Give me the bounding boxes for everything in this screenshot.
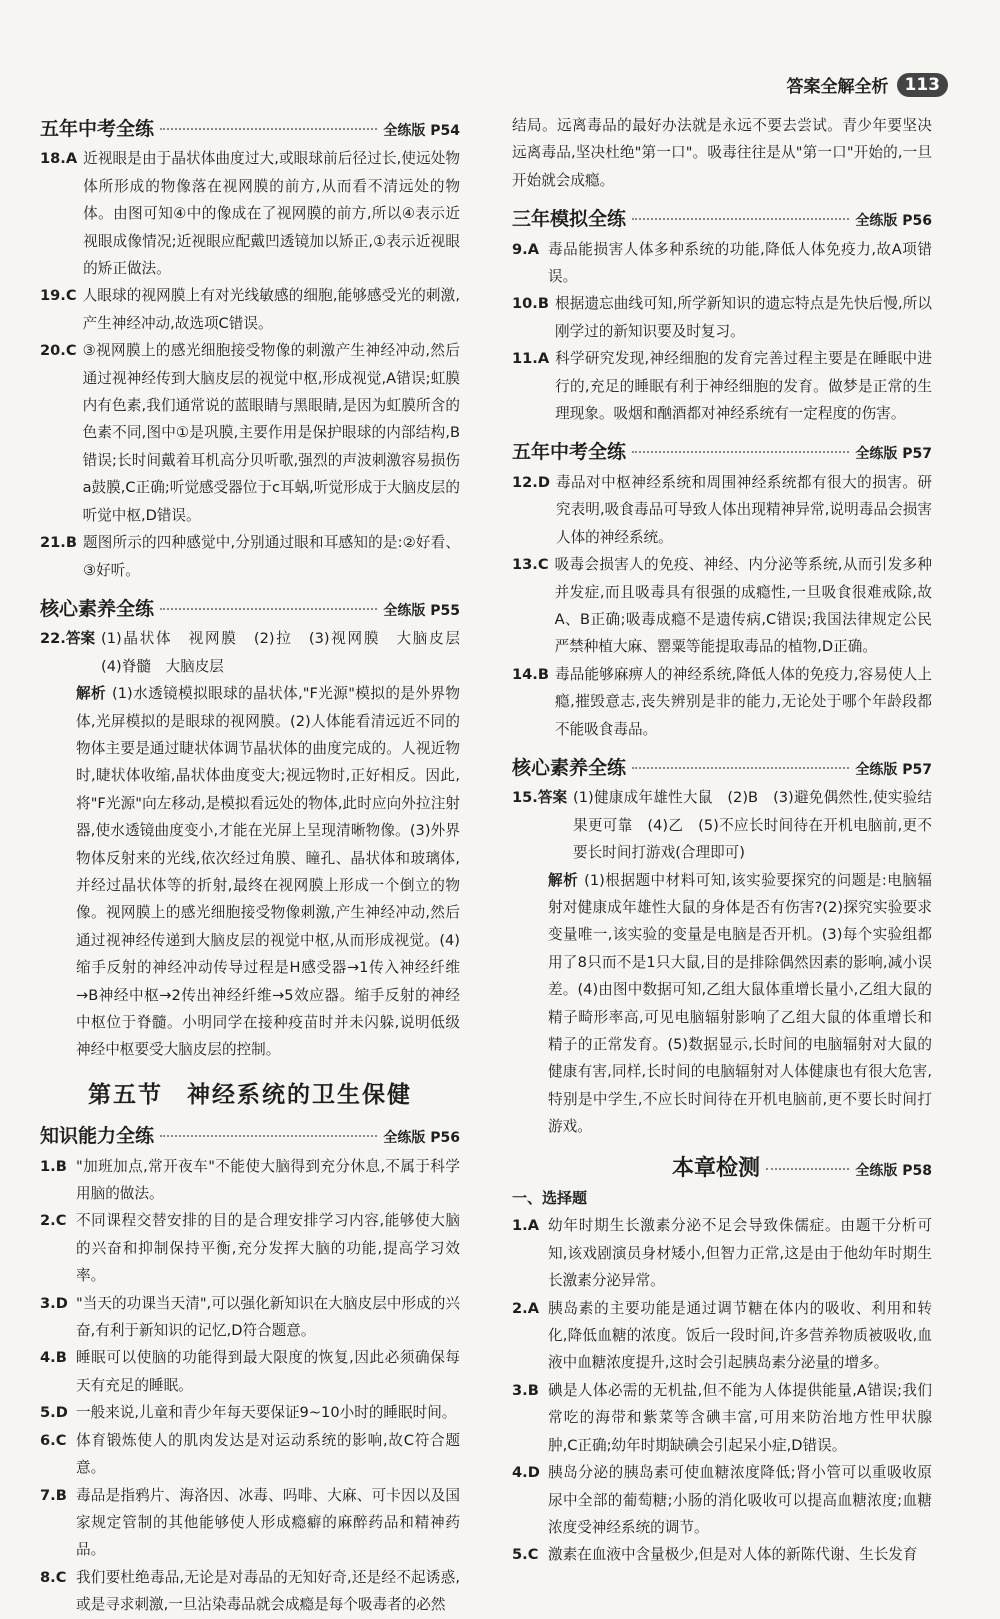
section-ref: 全练版 P58: [855, 1162, 932, 1179]
section-title: 五年中考全练: [40, 118, 155, 140]
section-header: [40, 116, 460, 145]
answer-item: [512, 551, 932, 661]
analysis-block: [40, 680, 460, 1064]
answer-item: [512, 1541, 932, 1568]
dotted-leader: [632, 218, 849, 220]
answer-item: [40, 1564, 460, 1619]
answer-number: 3.B: [512, 1381, 539, 1399]
answer-item: [512, 236, 932, 291]
answer-item: [40, 1427, 460, 1482]
right-column: [512, 112, 932, 1569]
answer-text: 睡眠可以使脑的功能得到最大限度的恢复,因此必须确保每天有充足的睡眠。: [76, 1349, 460, 1394]
analysis-text: (1)水透镜模拟眼球的晶状体,"F光源"模拟的是外界物体,光屏模拟的是眼球的视网膜。(2)人体能看清远近不同的物体主要是通过睫状体调节晶状体的曲度完成的。人视近物时,睫状体收缩,晶状体曲度变大;视远物时,正好相反。因此,将"F光源"向左移动,是模拟看远处的物体,此时应向外拉注射器,使水透镜曲度变小,才能在光屏上呈现清晰物像。(3)外界物体反射来的光线,依次经过角膜、瞳孔、晶状体和玻璃体,并经过晶状体等的折射,最终在视网膜上形成一个倒立的物像。视网膜上的感光细胞接受物像刺激,产生神经冲动,然后通过视神经传递到大脑皮层的视觉中枢,从而形成视觉。(4)缩手反射的神经冲动传导过程是H感受器→1传入神经纤维→B神经中枢→2传出神经纤维→5效应器。缩手反射的神经中枢位于脊髓。小明同学在接种疫苗时并未闪躲,说明低级神经中枢要受大脑皮层的控制。: [76, 685, 460, 1059]
answer-item: [40, 625, 475, 680]
answer-number: 5.C: [512, 1546, 539, 1564]
answer-number: 3.D: [40, 1294, 68, 1312]
answer-item: [40, 1153, 460, 1208]
answer-text: 幼年时期生长激素分泌不足会导致侏儒症。由题干分析可知,该戏剧演员身材矮小,但智力正常,这是由于他幼年时期生长激素分泌异常。: [548, 1217, 932, 1290]
answer-item: [512, 1377, 932, 1459]
section-title: 五年中考全练: [512, 441, 627, 464]
answer-text: 吸毒会损害人的免疫、神经、内分泌等系统,从而引发多种并发症,而且吸毒具有很强的成瘾性,一旦吸食很难戒除,故A、B正确;吸毒成瘾不是遗传病,C错误;我国法律规定公民严禁种植大麻、罂粟等能提取毒品的植物,D正确。: [554, 556, 932, 656]
answer-item: [40, 145, 460, 282]
answer-number: 12.D: [512, 473, 550, 491]
answer-number: 7.B: [40, 1486, 67, 1504]
answer-text: 人眼球的视网膜上有对光线敏感的细胞,能够感受光的刺激,产生神经冲动,故选项C错误。: [82, 287, 460, 332]
answer-item: [512, 1459, 932, 1541]
section-ref: 全练版 P55: [383, 602, 460, 619]
section-ref: 全练版 P57: [855, 761, 932, 778]
header-title: 答案全解全析: [786, 77, 889, 97]
answer-item: [40, 1290, 460, 1345]
page-header: [787, 72, 949, 97]
page-number: 113: [897, 73, 949, 97]
answer-text: "加班加点,常开夜车"不能使大脑得到充分休息,不属于科学用脑的做法。: [76, 1157, 460, 1203]
answer-number: 1.A: [512, 1217, 539, 1235]
section-title: 核心素养全练: [40, 597, 155, 620]
answer-text: 体育锻炼使人的肌肉发达是对运动系统的影响,故C符合题意。: [76, 1431, 460, 1477]
answer-item: [40, 1399, 460, 1426]
answer-item: [512, 1295, 932, 1377]
answer-number: 18.A: [40, 150, 78, 168]
answer-text: (1)健康成年雄性大鼠 (2)B (3)避免偶然性,使实验结果更可靠 (4)乙 (5)不应长时间待在开机电脑前,更不要长时间打游戏(合理即可): [573, 789, 932, 862]
answer-item: [40, 529, 460, 584]
analysis-label: 解析: [76, 685, 107, 703]
answer-text: 近视眼是由于晶状体曲度过大,或眼球前后径过长,使远处物体所形成的物像落在视网膜的前方,从而看不清远处的物体。由图可知④中的像成在了视网膜的前方,所以④表示近视眼成像情况;近视眼应配戴凹透镜加以矫正,①表示近视眼的矫正做法。: [83, 150, 460, 278]
answer-item: [40, 337, 460, 529]
analysis-label: 解析: [548, 871, 579, 889]
answer-item: [512, 1212, 932, 1294]
answer-item: [512, 345, 932, 427]
answer-text: 激素在血液中含量极少,但是对人体的新陈代谢、生长发育: [548, 1546, 918, 1564]
answer-text: ③视网膜上的感光细胞接受物像的刺激产生神经冲动,然后通过视神经传到大脑皮层的视觉中枢,形成视觉,A错误;虹膜内有色素,我们通常说的蓝眼睛与黑眼睛,是因为虹膜所含的色素不同,图中①是巩膜,主要作用是保护眼球的内部结构,B错误;长时间戴着耳机高分贝听歌,强烈的声波刺激容易损伤a鼓膜,C正确;听觉感受器位于c耳蜗,听觉形成于大脑皮层的听觉中枢,D错误。: [82, 342, 460, 524]
question-type-heading: 一、选择题: [512, 1189, 588, 1208]
chapter-section-number: 第五节: [88, 1081, 163, 1108]
answer-number: 5.D: [40, 1404, 68, 1422]
answer-text: 毒品能损害人体多种系统的功能,降低人体免疫力,故A项错误。: [548, 240, 932, 286]
answer-number: 6.C: [40, 1431, 67, 1449]
answer-number: 11.A: [512, 350, 550, 368]
answer-item: [40, 1207, 460, 1289]
chapter-section-name: 神经系统的卫生保健: [187, 1081, 412, 1108]
section-ref: 全练版 P54: [383, 123, 460, 139]
chapter-test-header: [512, 1155, 932, 1185]
answer-text: 题图所示的四种感觉中,分别通过眼和耳感知的是:②好看、③好听。: [82, 534, 460, 579]
answer-number: 9.A: [512, 240, 539, 258]
dotted-leader: [766, 1168, 849, 1170]
answer-text: 科学研究发现,神经细胞的发育完善过程主要是在睡眠中进行的,充足的睡眠有利于神经细胞的发育。做梦是正常的生理现象。吸烟和酗酒都对神经系统有一定程度的伤害。: [555, 350, 932, 423]
section-ref: 全练版 P56: [855, 213, 932, 230]
answer-number: 10.B: [512, 295, 549, 313]
answer-text: (1)晶状体 视网膜 (2)拉 (3)视网膜 大脑皮层 (4)脊髓 大脑皮层: [101, 630, 475, 675]
section-header: [512, 439, 932, 468]
section-header: [40, 596, 460, 625]
answer-number: 2.A: [512, 1299, 539, 1317]
section-header: [512, 755, 932, 784]
answer-text: 我们要杜绝毒品,无论是对毒品的无知好奇,还是经不起诱惑,或是寻求刺激,一旦沾染毒品就会成瘾是每个吸毒者的必然: [76, 1568, 460, 1614]
section-title: 三年模拟全练: [512, 208, 627, 231]
answer-item: [40, 282, 460, 337]
section-title: 知识能力全练: [40, 1125, 155, 1148]
left-column: [40, 112, 475, 1619]
dotted-leader: [160, 128, 377, 130]
answer-number: 14.B: [512, 665, 549, 683]
answer-number: 21.B: [40, 534, 77, 552]
analysis-block: [512, 867, 932, 1141]
section-title: 本章检测: [672, 1155, 761, 1181]
chapter-title: [40, 1082, 460, 1109]
dotted-leader: [632, 767, 849, 769]
answer-number: 2.C: [40, 1212, 67, 1230]
answer-number: 1.B: [40, 1157, 67, 1175]
answer-number: 20.C: [40, 342, 77, 360]
answer-number: 4.D: [512, 1464, 540, 1482]
answer-text: 一般来说,儿童和青少年每天要保证9~10小时的睡眠时间。: [76, 1404, 457, 1422]
section-ref: 全练版 P56: [383, 1130, 460, 1147]
answer-text: 根据遗忘曲线可知,所学新知识的遗忘特点是先快后慢,所以刚学过的新知识要及时复习。: [554, 295, 932, 340]
answer-text: 碘是人体必需的无机盐,但不能为人体提供能量,A错误;我们常吃的海带和紫菜等含碘丰富,可用来防治地方性甲状腺肿,C正确;幼年时期缺碘会引起呆小症,D错误。: [548, 1381, 932, 1454]
answer-number: 22.答案: [40, 630, 96, 648]
section-ref: 全练版 P57: [855, 446, 932, 463]
answer-item: [512, 784, 932, 866]
answer-item: [512, 469, 932, 551]
answer-number: 19.C: [40, 287, 77, 305]
answer-text: 胰岛素的主要功能是通过调节糖在体内的吸收、利用和转化,降低血糖的浓度。饭后一段时间,许多营养物质被吸收,血液中血糖浓度提升,这时会引起胰岛素分泌量的增多。: [548, 1299, 932, 1372]
answer-number: 13.C: [512, 556, 549, 574]
answer-item: [40, 1344, 460, 1399]
answer-number: 4.B: [40, 1349, 67, 1367]
answer-text: "当天的功课当天清",可以强化新知识在大脑皮层中形成的兴奋,有利于新知识的记忆,D符合题意。: [76, 1294, 460, 1340]
analysis-text: (1)根据题中材料可知,该实验要探究的问题是:电脑辐射对健康成年雄性大鼠的身体是否有伤害?(2)探究实验要求变量唯一,该实验的变量是电脑是否开机。(3)每个实验组都用了8只而不是1只大鼠,目的是排除偶然因素的影响,减小误差。(4)由图中数据可知,乙组大鼠体重增长量小,乙组大鼠的精子畸形率高,可见电脑辐射影响了乙组大鼠的体重增长和精子的正常发育。(5)数据显示,长时间的电脑辐射对大鼠的健康有害,同样,长时间的电脑辐射对人体健康也有很大危害,特别是中学生,不应长时间待在开机电脑前,更不要长时间打游戏。: [548, 871, 932, 1136]
answer-text: 毒品能够麻痹人的神经系统,降低人体的免疫力,容易使人上瘾,摧毁意志,丧失辨别是非的能力,无论处于哪个年龄段都不能吸食毒品。: [554, 665, 932, 738]
answer-text: 不同课程交替安排的目的是合理安排学习内容,能够使大脑的兴奋和抑制保持平衡,充分发挥大脑的功能,提高学习效率。: [76, 1212, 460, 1285]
dotted-leader: [160, 1135, 377, 1137]
answer-item: [512, 290, 932, 345]
answer-number: 15.答案: [512, 789, 568, 807]
answer-text: 毒品对中枢神经系统和周围神经系统都有很大的损害。研究表明,吸食毒品可导致人体出现精神异常,说明毒品会损害人体的神经系统。: [555, 473, 932, 546]
answer-item: [40, 1482, 460, 1564]
section-header: [512, 206, 932, 235]
answer-text: 毒品是指鸦片、海洛因、冰毒、吗啡、大麻、可卡因以及国家规定管制的其他能够使人形成瘾癖的麻醉药品和精神药品。: [76, 1486, 460, 1559]
continued-text: 结局。远离毒品的最好办法就是永远不要去尝试。青少年要坚决远离毒品,坚决杜绝"第一口"。吸毒往往是从"第一口"开始的,一旦开始就会成瘾。: [512, 117, 932, 189]
dotted-leader: [632, 451, 849, 453]
answer-item: [512, 661, 932, 743]
section-title: 核心素养全练: [512, 756, 627, 779]
answer-text: 胰岛分泌的胰岛素可使血糖浓度降低;肾小管可以重吸收原尿中全部的葡萄糖;小肠的消化吸收可以提高血糖浓度;血糖浓度受神经系统的调节。: [548, 1464, 932, 1536]
section-header: [40, 1123, 460, 1152]
answer-number: 8.C: [40, 1568, 67, 1586]
dotted-leader: [160, 608, 377, 610]
